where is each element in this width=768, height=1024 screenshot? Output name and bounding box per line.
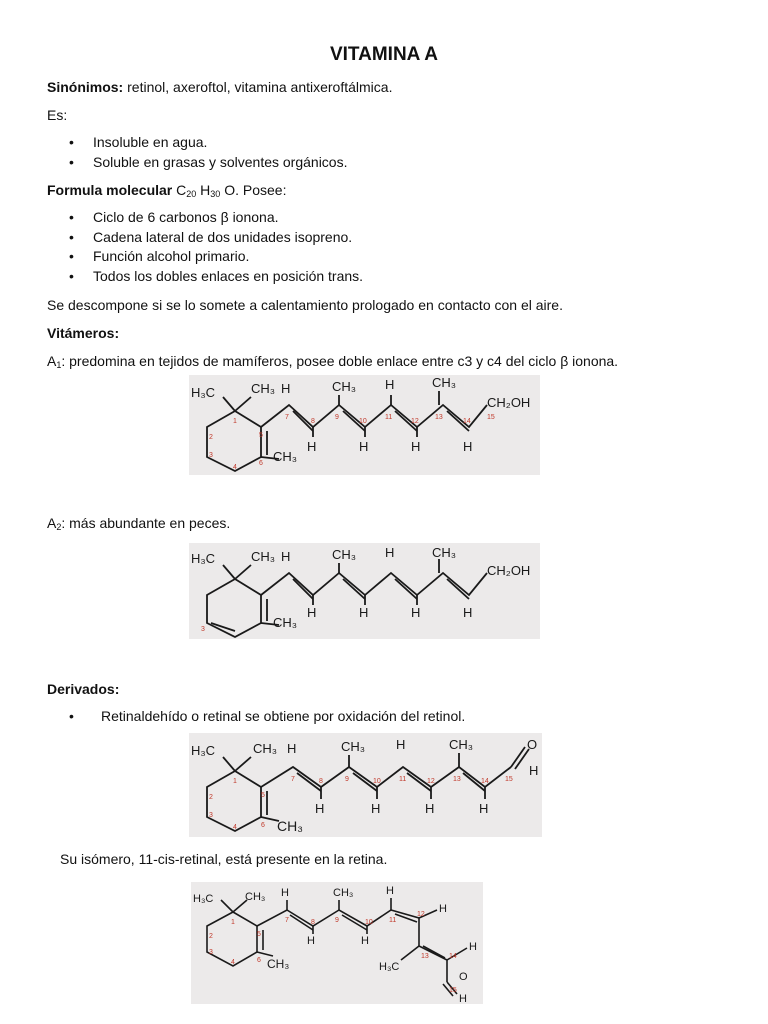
h-label: H [287, 741, 297, 756]
carbon-number: 6 [259, 460, 263, 467]
carbon-number: 7 [285, 917, 289, 924]
h-label: H [359, 605, 369, 620]
carbon-number: 1 [231, 919, 235, 926]
h-label: H [307, 605, 317, 620]
a1-letter: A [47, 353, 57, 369]
h-label: H [411, 605, 421, 620]
a2-letter: A [47, 515, 57, 531]
molecule-retinal-image [189, 733, 542, 837]
carbon-number: 14 [481, 778, 489, 785]
ch3-label: CH₃ [341, 739, 366, 754]
carbon-number: 7 [291, 776, 295, 783]
a1-text: : predomina en tejidos de mamíferos, posee doble enlace entre c3 y c4 del ciclo β ionona. [61, 353, 619, 369]
synonyms-line [47, 78, 392, 96]
h-label: H [463, 605, 473, 620]
features-list [47, 208, 363, 286]
a1-sub: 1 [56, 360, 62, 370]
formula-rest: O. Posee: [220, 182, 287, 198]
list-item: • Función alcohol primario. [47, 247, 363, 267]
carbon-number: 10 [365, 919, 373, 926]
carbon-number: 9 [345, 776, 349, 783]
list-item: • Soluble en grasas y solventes orgánicos. [47, 153, 347, 173]
carbon-number: 4 [231, 959, 235, 966]
carbon-number: 10 [373, 778, 381, 785]
h-label: H [529, 763, 539, 778]
list-item: • Ciclo de 6 carbonos β ionona. [47, 208, 363, 228]
derivados-label-text: Derivados: [47, 681, 120, 697]
formula-c: C [176, 182, 187, 198]
carbon-number: 13 [421, 953, 429, 960]
h-label: H [385, 377, 395, 392]
molecule-retinal-svg [189, 733, 542, 837]
vitamers-label-text: Vitámeros: [47, 325, 120, 341]
h-label: H [359, 439, 369, 454]
formula-c-sub: 20 [186, 189, 197, 199]
ch3-label: CH₃ [251, 549, 276, 564]
ch3-label: CH₃ [332, 379, 357, 394]
h-label: H [307, 439, 317, 454]
ch3-label: CH₃ [245, 891, 266, 903]
formula-h-sub: 30 [210, 189, 221, 199]
derivados-list [47, 707, 465, 727]
ch3-label: CH₃ [251, 381, 276, 396]
carbon-number: 8 [311, 919, 315, 926]
h3c-label: H₃C [191, 743, 216, 758]
h-label: H [469, 941, 477, 953]
carbon-number: 14 [449, 953, 457, 960]
ch2oh-label: CH₂OH [487, 563, 531, 578]
carbon-number: 5 [259, 432, 263, 439]
a1-line [47, 352, 618, 374]
carbon-number: 3 [209, 812, 213, 819]
isomer-text: Su isómero, 11-cis-retinal, está presente en la retina. [60, 851, 388, 867]
h3c-label: H₃C [379, 961, 400, 973]
carbon-number: 9 [335, 917, 339, 924]
oxygen-label: O [527, 737, 538, 752]
carbon-number: 11 [389, 917, 397, 924]
carbon-number: 7 [285, 414, 289, 421]
ch3-label: CH₃ [333, 887, 354, 899]
a2-line [47, 514, 230, 536]
vitamers-label [47, 324, 119, 342]
carbon-number: 1 [233, 418, 237, 425]
carbon-number: 6 [257, 957, 261, 964]
h-label: H [479, 801, 489, 816]
h-label: H [439, 903, 447, 915]
carbon-number: 12 [417, 911, 425, 918]
oxygen-label: O [459, 971, 468, 983]
h3c-label: H₃C [193, 893, 214, 905]
synonyms-text: retinol, axeroftol, vitamina antixeroftálmica. [123, 79, 393, 95]
molecule-a2-image [189, 543, 540, 639]
ch3-label: CH₃ [449, 737, 474, 752]
carbon-number: 13 [435, 414, 443, 421]
h-label: H [411, 439, 421, 454]
carbon-number: 2 [209, 434, 213, 441]
carbon-number: 5 [261, 792, 265, 799]
h-label: H [425, 801, 435, 816]
derivados-label [47, 680, 119, 698]
carbon-number: 15 [487, 414, 495, 421]
carbon-number: 1 [233, 778, 237, 785]
h-label: H [307, 935, 315, 947]
formula-line [47, 181, 286, 203]
ch2oh-label: CH₂OH [487, 395, 531, 410]
h-label: H [361, 935, 369, 947]
ch3-label: CH₃ [273, 615, 298, 630]
carbon-number: 6 [261, 822, 265, 829]
carbon-number: 3 [209, 452, 213, 459]
h-label: H [386, 885, 394, 897]
a2-sub: 2 [56, 522, 62, 532]
h-label: H [315, 801, 325, 816]
ch3-label: CH₃ [432, 375, 457, 390]
a2-text: : más abundante en peces. [61, 515, 231, 531]
carbon-number: 2 [209, 933, 213, 940]
page-title: VITAMINA A [329, 44, 438, 65]
carbon-number: 13 [453, 776, 461, 783]
molecule-a2-svg [189, 543, 540, 639]
list-item: • Cadena lateral de dos unidades isopreno. [47, 228, 363, 248]
list-item: • Insoluble en agua. [47, 133, 347, 153]
ch3-label: CH₃ [267, 957, 290, 971]
formula-label: Formula molecular [47, 182, 173, 198]
h-label: H [385, 545, 395, 560]
h-label: H [396, 737, 406, 752]
carbon-number: 8 [311, 418, 315, 425]
formula-h: H [196, 182, 211, 198]
ch3-label: CH₃ [253, 741, 278, 756]
decompose-text: Se descompone si se lo somete a calentamiento prologado en contacto con el aire. [47, 297, 563, 313]
ch3-label: CH₃ [332, 547, 357, 562]
h-label: H [371, 801, 381, 816]
list-item: • Todos los dobles enlaces en posición trans. [47, 267, 363, 287]
ch3-label: CH₃ [273, 449, 298, 464]
h-label: H [281, 887, 289, 899]
carbon-number: 14 [463, 418, 471, 425]
synonyms-label: Sinónimos: [47, 79, 124, 95]
list-item: • Retinaldehído o retinal se obtiene por oxidación del retinol. [47, 707, 465, 727]
es-label: Es: [47, 107, 68, 123]
h-label: H [281, 549, 291, 564]
molecule-retinol-svg [189, 375, 540, 475]
properties-list [47, 133, 347, 172]
carbon-number: 10 [359, 418, 367, 425]
ch3-label: CH₃ [277, 818, 303, 834]
carbon-number: 12 [427, 778, 435, 785]
h-label: H [281, 381, 291, 396]
carbon-number: 12 [411, 418, 419, 425]
molecule-cis-retinal-image [191, 882, 483, 1004]
carbon-number: 2 [209, 794, 213, 801]
molecule-retinol-image [189, 375, 540, 475]
carbon-number: 8 [319, 778, 323, 785]
carbon-number: 5 [257, 931, 261, 938]
carbon-number: 3 [201, 626, 205, 633]
carbon-number: 4 [233, 824, 237, 831]
carbon-number: 9 [335, 414, 339, 421]
h3c-label: H₃C [191, 551, 216, 566]
h-label: H [463, 439, 473, 454]
carbon-number: 3 [209, 949, 213, 956]
carbon-number: 11 [399, 776, 407, 783]
molecule-cis-retinal-svg [191, 882, 483, 1004]
carbon-number: 4 [233, 464, 237, 471]
carbon-number: 15 [449, 987, 457, 994]
h-label: H [459, 993, 467, 1004]
h3c-label: H₃C [191, 385, 216, 400]
ch3-label: CH₃ [432, 545, 457, 560]
carbon-number: 11 [385, 414, 393, 421]
carbon-number: 15 [505, 776, 513, 783]
